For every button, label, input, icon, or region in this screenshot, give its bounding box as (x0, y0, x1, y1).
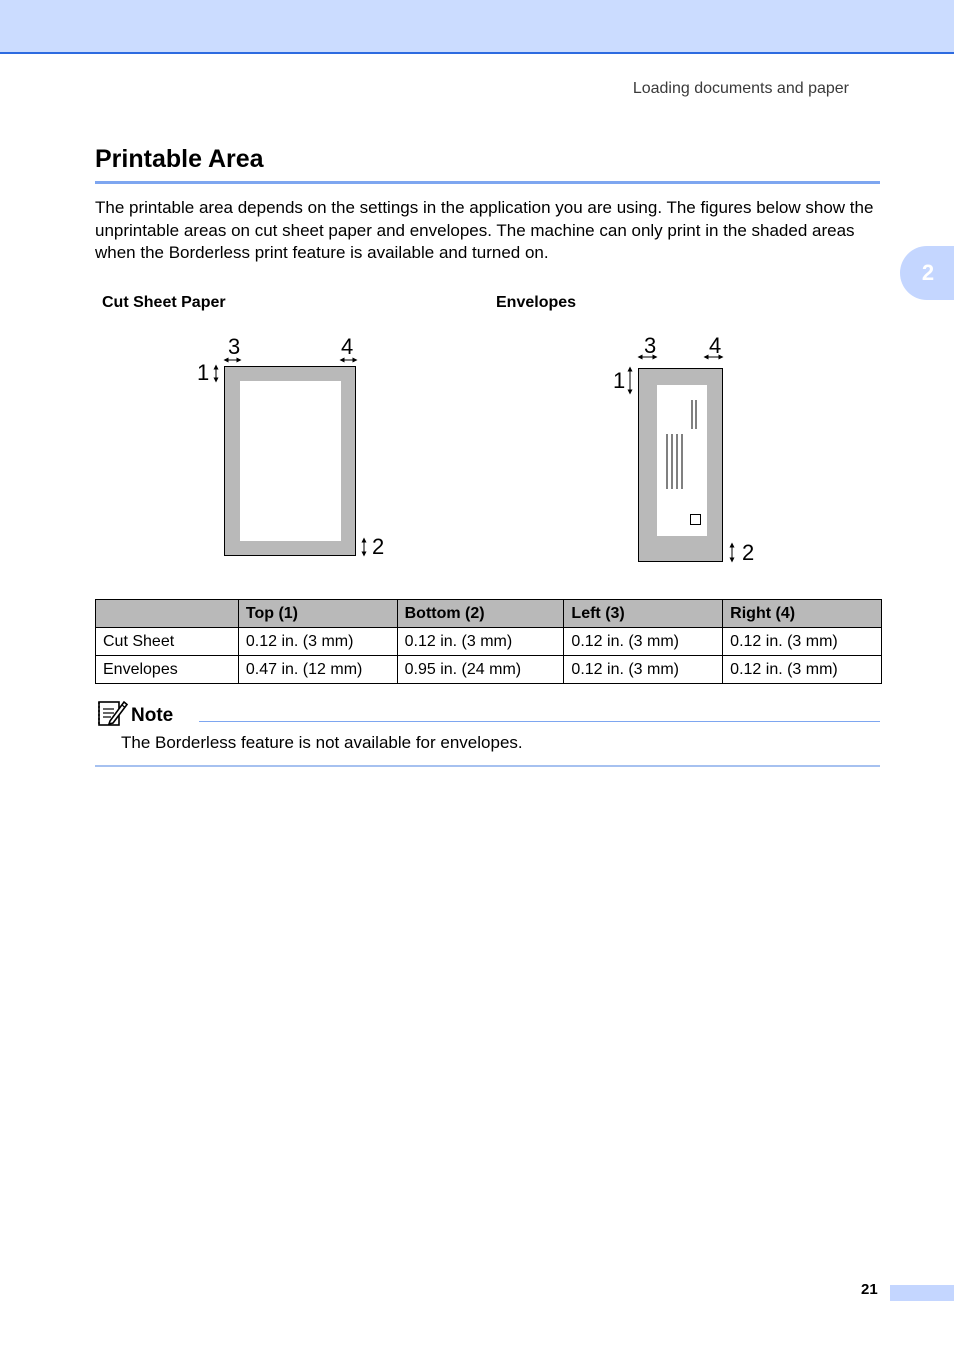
page-number-bar (890, 1285, 954, 1301)
callout-4: 4 (341, 334, 354, 359)
cut-sheet-diagram (197, 334, 384, 559)
header-cell: Right (4) (723, 600, 882, 628)
running-header: Loading documents and paper (632, 80, 849, 97)
callout-2: 2 (372, 534, 385, 559)
table-cell: 0.95 in. (24 mm) (397, 656, 564, 684)
callout-4: 4 (709, 333, 722, 358)
table-header-row (96, 600, 882, 628)
table-cell: 0.12 in. (3 mm) (564, 656, 723, 684)
envelope-diagram (613, 333, 754, 565)
table-row (96, 628, 882, 656)
table-row (96, 656, 882, 684)
callout-1: 1 (613, 368, 626, 393)
section-title: Printable Area (95, 145, 264, 173)
chapter-tab: 2 (900, 246, 954, 300)
table-cell: 0.12 in. (3 mm) (564, 628, 723, 656)
page-number: 21 (861, 1281, 878, 1298)
table-cell: Envelopes (96, 656, 239, 684)
callout-3: 3 (644, 333, 657, 358)
margins-table (95, 599, 882, 684)
table-cell: 0.47 in. (12 mm) (238, 656, 397, 684)
intro-paragraph: The printable area depends on the settings in the application you are using. The figures below show the unprintable areas on cut sheet paper and envelopes. The machine can only print in the shaded areas when the Borderless print feature is available and turned on. (95, 198, 874, 262)
callout-2: 2 (742, 540, 755, 565)
note-end-rule (95, 765, 880, 767)
header-cell (96, 600, 239, 628)
printable-area-figures (0, 0, 954, 580)
table-cell: 0.12 in. (3 mm) (397, 628, 564, 656)
stamp-box (691, 515, 701, 525)
table-cell: 0.12 in. (3 mm) (723, 628, 882, 656)
note-rule (199, 721, 880, 722)
table-cell: 0.12 in. (3 mm) (238, 628, 397, 656)
envelopes-label: Envelopes (496, 294, 577, 311)
table-cell: 0.12 in. (3 mm) (723, 656, 882, 684)
note-title: Note (131, 705, 174, 726)
header-cell: Left (3) (564, 600, 723, 628)
table-cell: Cut Sheet (96, 628, 239, 656)
cut-sheet-label: Cut Sheet Paper (102, 294, 226, 311)
header-cell: Bottom (2) (397, 600, 564, 628)
header-cell: Top (1) (238, 600, 397, 628)
note-text: The Borderless feature is not available for envelopes. (121, 733, 523, 752)
callout-1: 1 (197, 360, 210, 385)
cut-sheet-unprintable-interior (240, 381, 341, 541)
callout-3: 3 (228, 334, 241, 359)
note-pencil-icon (97, 698, 129, 728)
